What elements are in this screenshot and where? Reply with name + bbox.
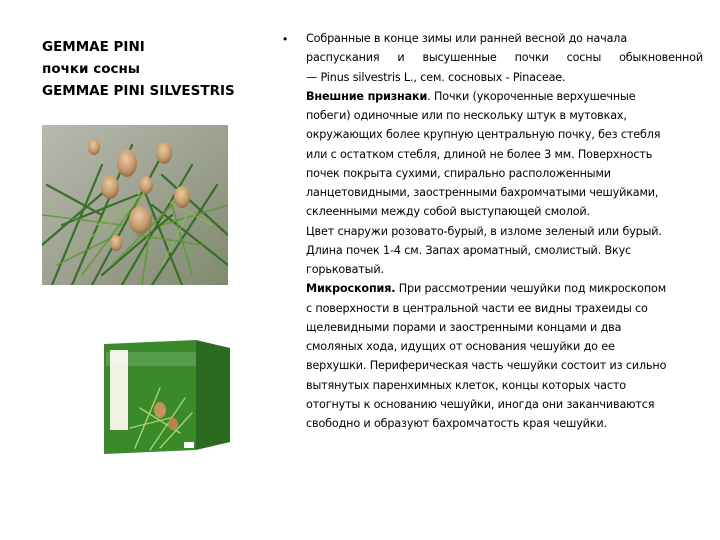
text-line: Цвет снаружи розовато-бурый, в изломе зеленый или бурый. — [306, 224, 662, 238]
external-features-label: Внешние признаки — [306, 89, 428, 103]
text-line: с поверхности в центральной части ее видны трахеиды со — [306, 301, 648, 315]
title-russian: почки сосны — [42, 61, 141, 77]
title-latin: GEMMAE PINI — [42, 39, 145, 55]
description-block — [283, 29, 703, 433]
text-line: щелевидными порами и заостренными концами и два — [306, 320, 622, 334]
pine-buds-package-photo — [100, 338, 235, 456]
text-line: склеенными между собой выступающей смолой. — [306, 205, 590, 219]
text-line: отогнуты к основанию чешуйки, иногда они заканчиваются — [306, 397, 655, 411]
title-latin-species: GEMMAE PINI SILVESTRIS — [42, 83, 235, 99]
text-line: или с остатком стебля, длиной не более 3 мм. Поверхность — [306, 147, 653, 161]
text-line: вытянутых паренхимных клеток, концы которых часто — [306, 378, 626, 392]
pine-buds-photo — [42, 125, 228, 285]
microscopy-label: Микроскопия. — [306, 282, 396, 296]
text-line: — Pinus silvestris L., сем. сосновых - Pinaceae. — [306, 70, 566, 84]
external-features-line — [306, 87, 703, 106]
text-line: распускания и высушенные почки сосны обыкновенной — [306, 51, 703, 65]
text-line: свободно и образуют бахромчатость края чешуйки. — [306, 417, 607, 430]
text-fragment: . Почки (укороченные верхушечные — [427, 89, 636, 103]
text-line: побеги) одиночные или по нескольку штук в мутовках, — [306, 109, 627, 122]
text-line: смоляных хода, идущих от основания чешуйки до ее — [306, 340, 615, 353]
microscopy-line — [306, 279, 703, 298]
pine-buds-illustration — [42, 125, 228, 285]
text-line: почек покрыта сухими, спирально расположенными — [306, 166, 611, 180]
text-line: ланцетовидными, заостренными бахромчатыми чешуйками, — [306, 186, 659, 199]
package-box-illustration — [100, 338, 235, 456]
text-line: горьковатый. — [306, 263, 384, 276]
text-fragment: При рассмотрении чешуйки под микроскопом — [395, 282, 667, 296]
text-line: Длина почек 1-4 см. Запах ароматный, смолистый. Вкус — [306, 243, 632, 257]
bullet-point: • — [283, 32, 288, 46]
description-text — [306, 29, 703, 433]
text-line: верхушки. Периферическая часть чешуйки состоит из сильно — [306, 359, 667, 373]
text-line: окружающих более крупную центральную почку, без стебля — [306, 128, 661, 142]
text-line: Собранные в конце зимы или ранней весной до начала — [306, 32, 628, 45]
slide-title — [42, 36, 282, 102]
